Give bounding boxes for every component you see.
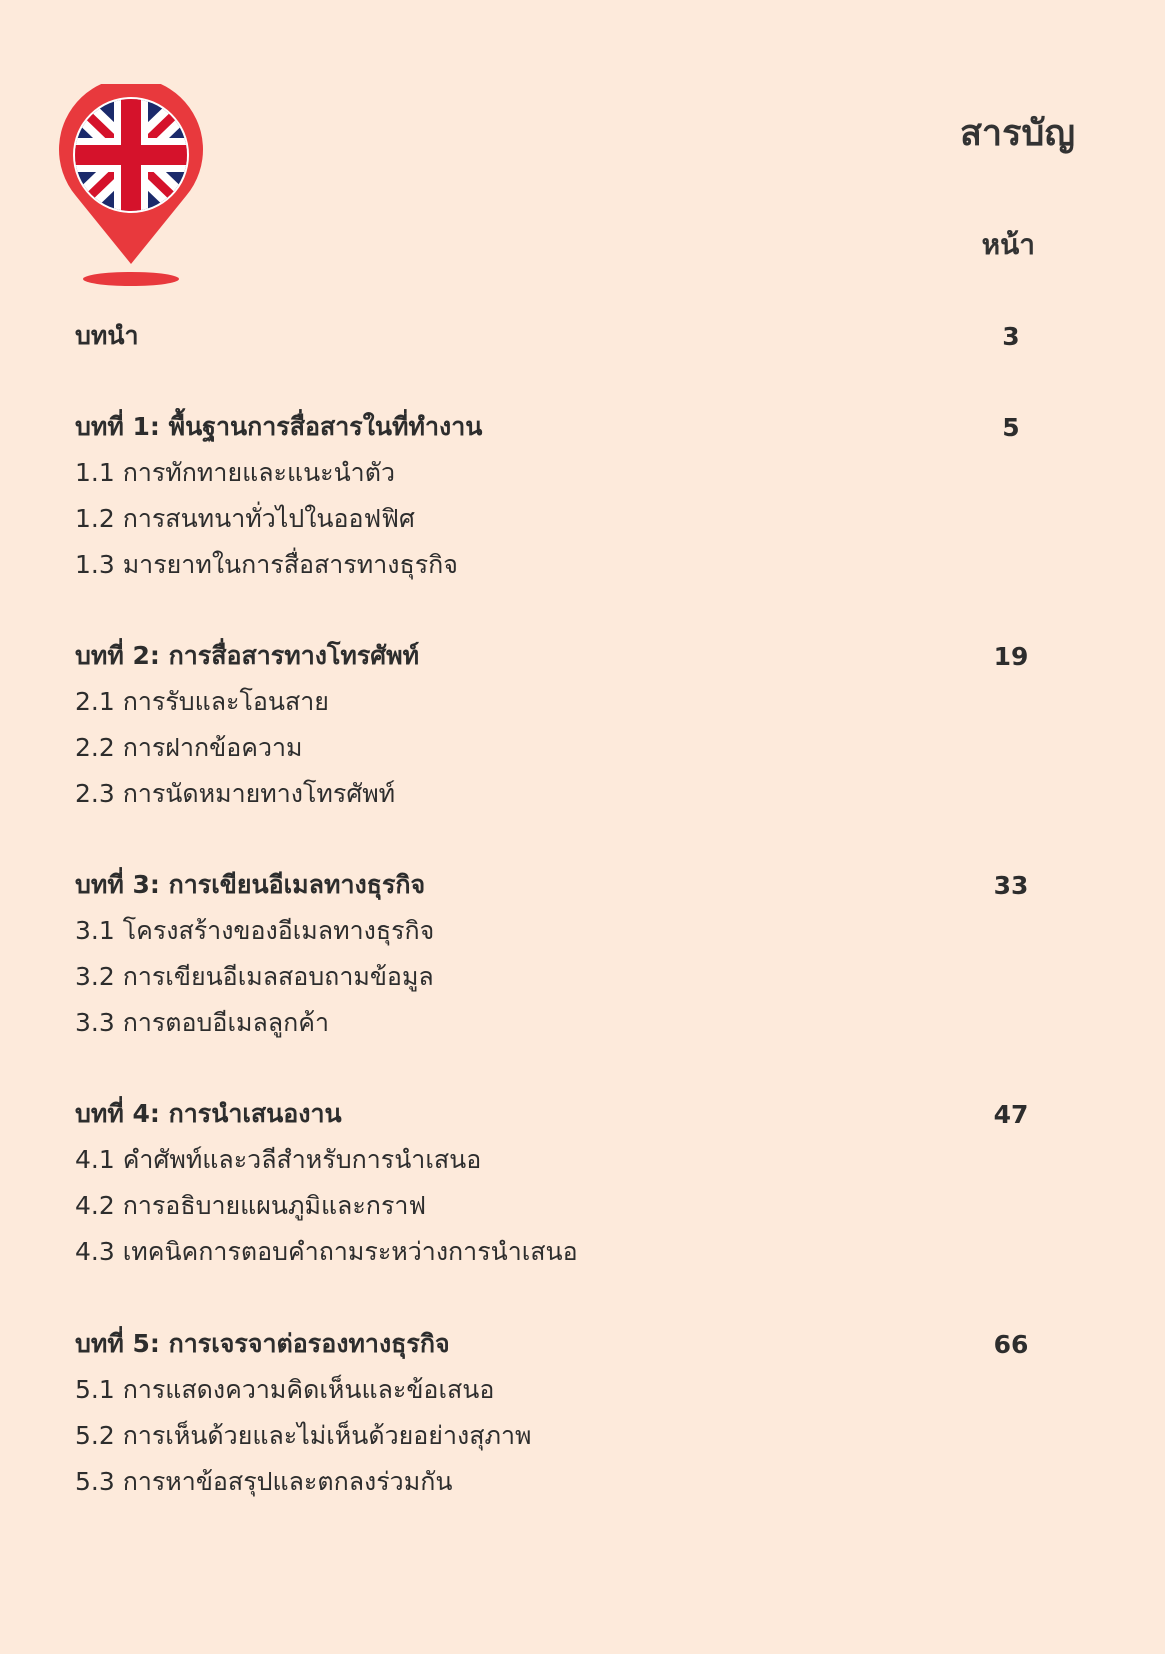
toc-chapter-page: 5 bbox=[1002, 412, 1020, 442]
uk-flag-location-pin-icon bbox=[56, 84, 206, 289]
toc-chapter-5-row[interactable] bbox=[75, 1321, 1041, 1367]
toc-chapter-1-row[interactable] bbox=[75, 404, 1041, 450]
toc-chapter-title: บทที่ 3: การเขียนอีเมลทางธุรกิจ bbox=[75, 870, 426, 899]
toc-chapter-2-row[interactable] bbox=[75, 633, 1041, 679]
toc-section-item[interactable]: 4.1 คำศัพท์และวลีสำหรับการนำเสนอ bbox=[75, 1145, 482, 1174]
toc-section-item[interactable]: 1.1 การทักทายและแนะนำตัว bbox=[75, 458, 395, 487]
toc-chapter-4-row[interactable] bbox=[75, 1091, 1041, 1137]
toc-section-item[interactable]: 3.1 โครงสร้างของอีเมลทางธุรกิจ bbox=[75, 916, 435, 945]
toc-chapter-4-sections bbox=[75, 1137, 578, 1275]
toc-chapter-page: 33 bbox=[993, 870, 1029, 900]
toc-chapter-3-row[interactable] bbox=[75, 862, 1041, 908]
toc-section-item[interactable]: 3.3 การตอบอีเมลลูกค้า bbox=[75, 1008, 330, 1037]
toc-intro-title: บทนำ bbox=[75, 321, 139, 350]
toc-chapter-title: บทที่ 2: การสื่อสารทางโทรศัพท์ bbox=[75, 641, 420, 670]
toc-chapter-2-sections bbox=[75, 679, 395, 817]
toc-section-item[interactable]: 5.3 การหาข้อสรุปและตกลงร่วมกัน bbox=[75, 1467, 453, 1496]
page-title: สารบัญ bbox=[959, 113, 1075, 154]
toc-intro-row[interactable] bbox=[75, 313, 1041, 359]
toc-chapter-page: 19 bbox=[993, 641, 1029, 671]
toc-section-item[interactable]: 2.3 การนัดหมายทางโทรศัพท์ bbox=[75, 779, 396, 808]
toc-chapter-page: 47 bbox=[993, 1099, 1029, 1129]
toc-chapter-title: บทที่ 5: การเจรจาต่อรองทางธุรกิจ bbox=[75, 1329, 450, 1358]
toc-chapter-1-sections bbox=[75, 450, 458, 588]
toc-chapter-3-sections bbox=[75, 908, 434, 1046]
toc-section-item[interactable]: 1.3 มารยาทในการสื่อสารทางธุรกิจ bbox=[75, 550, 458, 579]
page-column-header: หน้า bbox=[981, 228, 1035, 261]
toc-section-item[interactable]: 3.2 การเขียนอีเมลสอบถามข้อมูล bbox=[75, 962, 434, 991]
toc-chapter-title: บทที่ 1: พื้นฐานการสื่อสารในที่ทำงาน bbox=[75, 412, 483, 441]
toc-section-item[interactable]: 5.1 การแสดงความคิดเห็นและข้อเสนอ bbox=[75, 1375, 495, 1404]
toc-section-item[interactable]: 2.1 การรับและโอนสาย bbox=[75, 687, 329, 716]
toc-chapter-title: บทที่ 4: การนำเสนองาน bbox=[75, 1099, 342, 1128]
toc-intro-page: 3 bbox=[1002, 321, 1020, 351]
toc-section-item[interactable]: 4.2 การอธิบายแผนภูมิและกราฟ bbox=[75, 1191, 427, 1220]
toc-section-item[interactable]: 5.2 การเห็นด้วยและไม่เห็นด้วยอย่างสุภาพ bbox=[75, 1421, 532, 1450]
toc-chapter-5-sections bbox=[75, 1367, 531, 1505]
toc-section-item[interactable]: 4.3 เทคนิคการตอบคำถามระหว่างการนำเสนอ bbox=[75, 1237, 578, 1266]
toc-chapter-page: 66 bbox=[993, 1329, 1029, 1359]
toc-section-item[interactable]: 1.2 การสนทนาทั่วไปในออฟฟิศ bbox=[75, 504, 415, 533]
toc-section-item[interactable]: 2.2 การฝากข้อความ bbox=[75, 733, 303, 762]
